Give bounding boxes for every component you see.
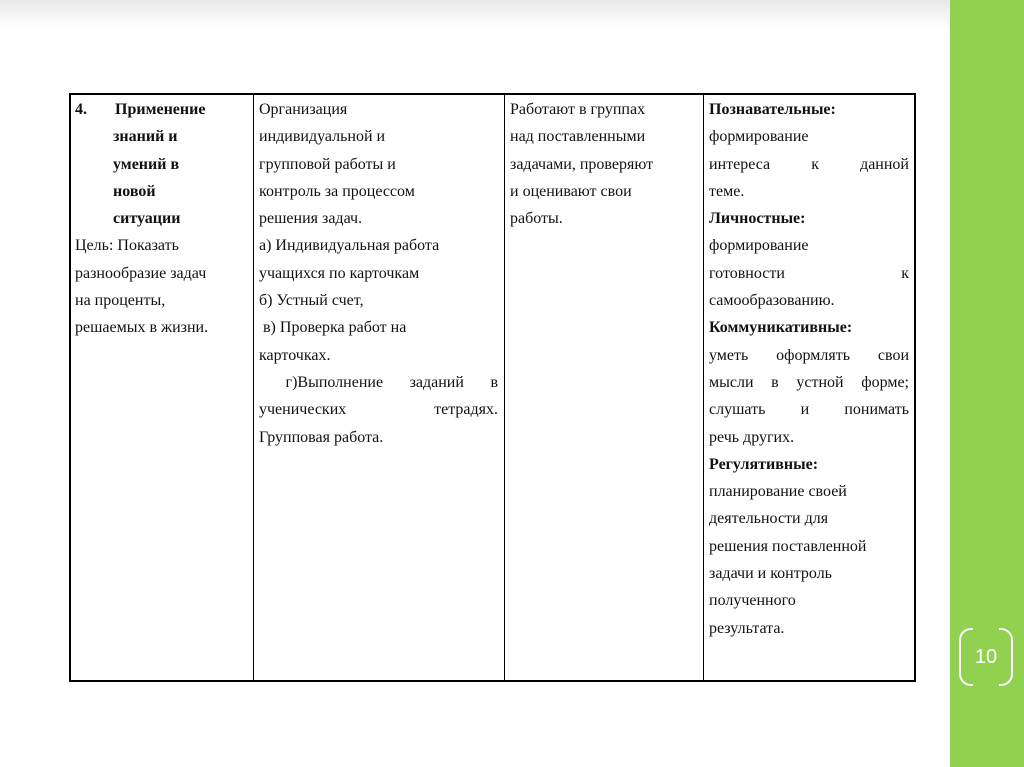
student-line: работы. — [510, 210, 563, 228]
personal-line: самообразованию. — [709, 292, 835, 310]
student-line: Работают в группах — [510, 101, 646, 118]
stage-title-line: знаний и — [113, 128, 178, 146]
cognitive-line: теме. — [709, 182, 745, 200]
student-line: и оценивают свои — [510, 182, 632, 200]
page-number-badge — [955, 628, 1017, 686]
stage-number: 4. — [75, 101, 87, 118]
goal-line: на проценты, — [75, 292, 166, 310]
page-number: 10 — [974, 645, 998, 668]
teacher-line: г)Выполнение заданий в — [259, 373, 498, 391]
teacher-line: Групповая работа. — [259, 428, 384, 446]
regulatory-title: Регулятивные: — [709, 455, 819, 473]
communicative-line: слушать и понимать — [709, 401, 909, 419]
communicative-line: мысли в устной форме; — [709, 373, 909, 391]
table-row — [70, 94, 916, 682]
stage-title-line: умений в — [113, 155, 180, 173]
regulatory-line: деятельности для — [709, 510, 829, 528]
stage-cell — [70, 94, 254, 682]
regulatory-line: планирование своей — [709, 483, 847, 501]
teacher-line: Организация — [259, 101, 348, 118]
regulatory-line: полученного — [709, 592, 796, 610]
teacher-line: б) Устный счет, — [259, 292, 364, 310]
personal-title: Личностные: — [709, 210, 806, 228]
cognitive-line: формирование — [709, 128, 809, 146]
left-brace-icon — [959, 628, 973, 686]
personal-line: формирование — [709, 237, 809, 255]
teacher-line: контроль за процессом — [259, 182, 415, 200]
teacher-line: индивидуальной и — [259, 128, 386, 146]
cognitive-line: интереса к данной — [709, 155, 909, 173]
regulatory-line: решения поставленной — [709, 537, 867, 555]
stage-title — [75, 96, 247, 232]
teacher-line: учащихся по карточкам — [259, 264, 420, 282]
personal-line: готовности к — [709, 264, 909, 282]
stage-title-line: новой — [113, 182, 156, 200]
goal-line: разнообразие задач — [75, 264, 207, 282]
teacher-line: а) Индивидуальная работа — [259, 237, 440, 255]
communicative-line: речь других. — [709, 428, 795, 446]
student-line: задачами, проверяют — [510, 155, 654, 173]
teacher-line: ученических тетрадях. — [259, 401, 498, 419]
goal-line: решаемых в жизни. — [75, 319, 209, 337]
right-brace-icon — [999, 628, 1013, 686]
slide-top-shadow — [0, 0, 950, 28]
teacher-line: решения задач. — [259, 210, 363, 228]
stage-title-line: Применение — [115, 101, 206, 118]
student-line: над поставленными — [510, 128, 646, 146]
regulatory-line: результата. — [709, 619, 785, 637]
teacher-line: групповой работы и — [259, 155, 396, 173]
cognitive-title: Познавательные: — [709, 101, 836, 118]
student-activity-cell — [505, 94, 704, 682]
stage-goal — [75, 232, 247, 341]
goal-line: Цель: Показать — [75, 237, 179, 255]
lesson-plan-table — [69, 93, 916, 682]
regulatory-line: задачи и контроль — [709, 565, 832, 583]
communicative-line: уметь оформлять свои — [709, 346, 909, 364]
uud-cell — [704, 94, 916, 682]
teacher-line: карточках. — [259, 346, 331, 364]
teacher-line: в) Проверка работ на — [259, 319, 407, 337]
communicative-title: Коммуникативные: — [709, 319, 853, 337]
stage-title-line: ситуации — [113, 210, 181, 228]
teacher-activity-cell — [254, 94, 505, 682]
